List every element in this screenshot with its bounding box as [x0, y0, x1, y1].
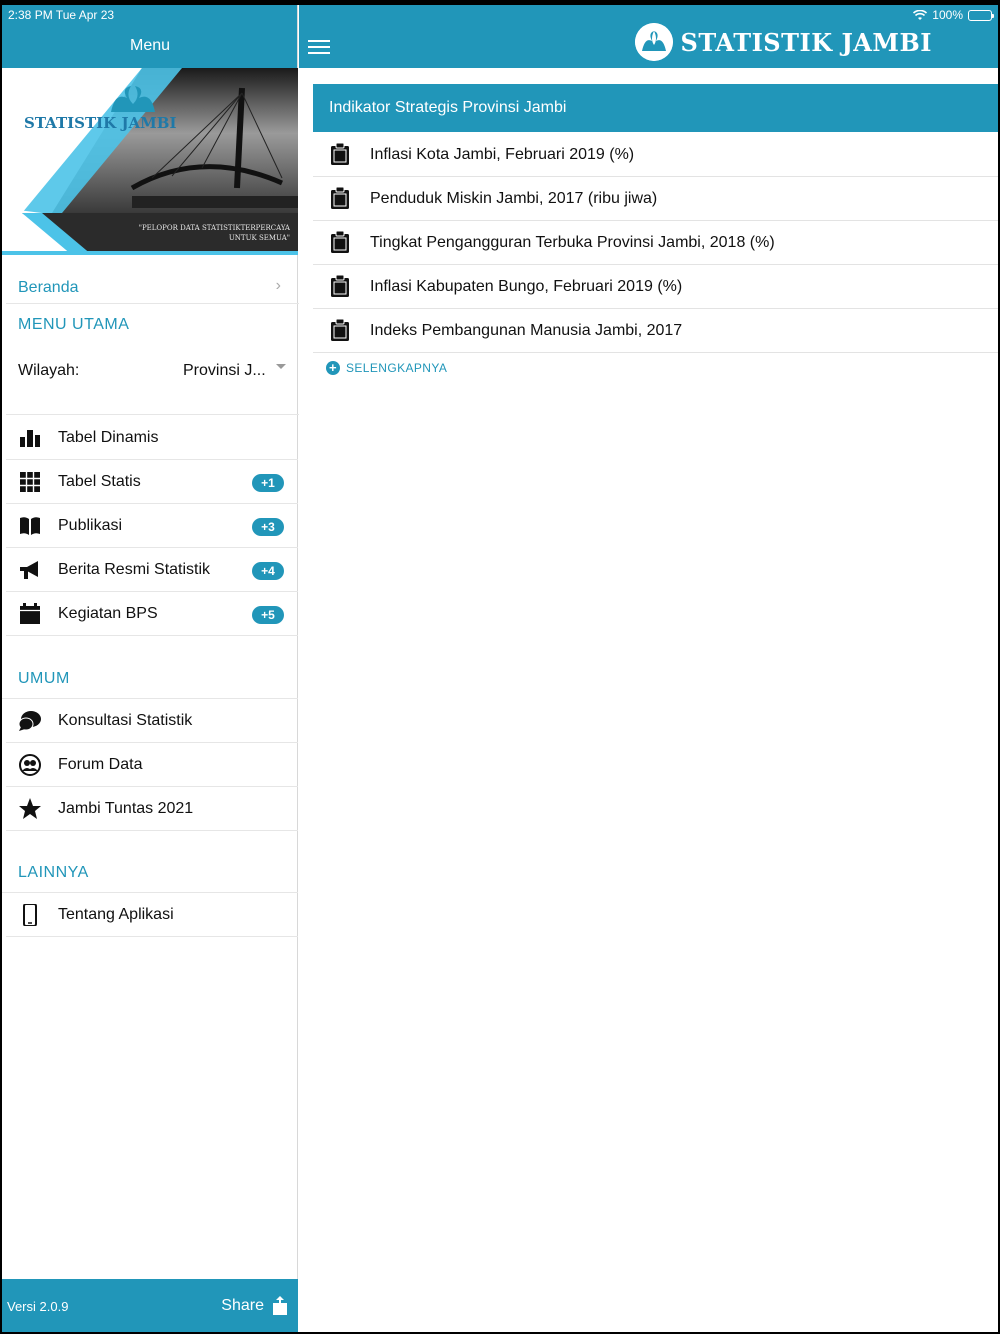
sidebar: [2, 5, 298, 1332]
sidebar-item-forum-data[interactable]: [6, 743, 298, 787]
plus-circle-icon: +: [326, 361, 340, 375]
sidebar-item-jambi-tuntas-2021[interactable]: [6, 787, 298, 831]
clipboard-icon: [331, 275, 349, 297]
banner-tagline-2: UNTUK SEMUA": [228, 234, 290, 242]
banner-tagline-1: "PELOPOR DATA STATISTIKTERPERCAYA: [138, 224, 290, 232]
sidebar-item-label: Publikasi: [58, 517, 123, 534]
phone-icon: [18, 904, 42, 926]
clipboard-icon: [331, 143, 349, 165]
sidebar-item-label: Tabel Dinamis: [58, 429, 159, 446]
umum-list: [2, 698, 298, 831]
indikator-title: Indikator Strategis Provinsi Jambi: [329, 99, 567, 116]
dropdown-arrow-icon: [276, 364, 286, 369]
beranda-link[interactable]: Beranda: [18, 279, 79, 296]
selengkapnya-button[interactable]: [326, 361, 447, 375]
open-book-icon: [18, 515, 42, 537]
swan-logo-icon: [107, 82, 159, 114]
hamburger-menu-icon[interactable]: [308, 40, 330, 54]
wilayah-selector[interactable]: [6, 345, 302, 415]
sidebar-item-tentang-aplikasi[interactable]: [6, 893, 298, 937]
users-icon: [18, 754, 42, 776]
wifi-icon: [913, 10, 927, 21]
calendar-icon: [18, 603, 42, 625]
sidebar-item-label: Forum Data: [58, 756, 143, 773]
sidebar-item-tabel-statis[interactable]: [6, 460, 298, 504]
indikator-item[interactable]: [313, 265, 998, 309]
indikator-label: Tingkat Pengangguran Terbuka Provinsi Jambi, 2018 (%): [370, 234, 775, 251]
clipboard-icon: [331, 319, 349, 341]
clipboard-icon: [331, 231, 349, 253]
brand: [635, 23, 932, 61]
count-badge: +3: [252, 518, 284, 536]
section-umum: UMUM: [18, 670, 70, 687]
status-time: 2:38 PM Tue Apr 23: [8, 8, 115, 22]
indikator-item[interactable]: [313, 309, 998, 353]
sidebar-item-tabel-dinamis[interactable]: [6, 416, 298, 460]
sidebar-item-label: Kegiatan BPS: [58, 605, 158, 622]
section-menu-utama: MENU UTAMA: [18, 316, 130, 333]
share-button[interactable]: [221, 1296, 288, 1316]
wilayah-label: Wilayah:: [18, 362, 80, 379]
sidebar-item-label: Jambi Tuntas 2021: [58, 800, 194, 817]
chevron-right-icon: ›: [275, 277, 281, 294]
share-label: Share: [221, 1297, 264, 1314]
chat-bubbles-icon: [18, 710, 42, 732]
indikator-header: [313, 84, 998, 132]
sidebar-title: Menu: [129, 37, 171, 54]
star-icon: [18, 798, 42, 820]
indikator-label: Inflasi Kabupaten Bungo, Februari 2019 (%): [370, 278, 683, 295]
sidebar-item-publikasi[interactable]: [6, 504, 298, 548]
indikator-item[interactable]: [313, 133, 998, 177]
sidebar-item-label: Berita Resmi Statistik: [58, 561, 211, 578]
app-frame: [2, 5, 998, 1332]
main-content: [299, 5, 998, 1332]
sidebar-item-label: Tentang Aplikasi: [58, 906, 174, 923]
sidebar-item-label: Konsultasi Statistik: [58, 712, 193, 729]
sidebar-item-konsultasi-statistik[interactable]: [6, 699, 298, 743]
sidebar-item-kegiatan-bps[interactable]: [6, 592, 298, 636]
status-bar: [2, 5, 998, 25]
indikator-label: Inflasi Kota Jambi, Februari 2019 (%): [370, 146, 635, 163]
sidebar-footer: [2, 1279, 298, 1332]
grid-table-icon: [18, 471, 42, 493]
wilayah-value[interactable]: Provinsi J...: [183, 362, 266, 379]
section-lainnya: LAINNYA: [18, 864, 89, 881]
share-icon: [272, 1296, 288, 1316]
megaphone-icon: [18, 559, 42, 581]
sidebar-item-berita-resmi-statistik[interactable]: [6, 548, 298, 592]
banner-logo-text: STATISTIK JAMBI: [24, 114, 177, 132]
app-version: Versi 2.0.9: [7, 1299, 69, 1314]
count-badge: +1: [252, 474, 284, 492]
brand-logo-icon: [635, 23, 673, 61]
indikator-label: Indeks Pembangunan Manusia Jambi, 2017: [370, 322, 683, 339]
count-badge: +4: [252, 562, 284, 580]
battery-icon: [968, 10, 992, 21]
battery-percent: 100%: [932, 8, 963, 22]
status-right: [913, 8, 992, 22]
indikator-item[interactable]: [313, 177, 998, 221]
clipboard-icon: [331, 187, 349, 209]
bar-chart-icon: [18, 427, 42, 449]
menu-utama-list: [2, 416, 298, 636]
indikator-item[interactable]: [313, 221, 998, 265]
selengkapnya-label: SELENGKAPNYA: [346, 361, 448, 375]
brand-name: STATISTIK JAMBI: [680, 27, 932, 57]
count-badge: +5: [252, 606, 284, 624]
indikator-label: Penduduk Miskin Jambi, 2017 (ribu jiwa): [370, 190, 658, 207]
sidebar-item-label: Tabel Statis: [58, 473, 141, 490]
lainnya-list: [2, 892, 298, 937]
sidebar-banner: [2, 68, 298, 255]
